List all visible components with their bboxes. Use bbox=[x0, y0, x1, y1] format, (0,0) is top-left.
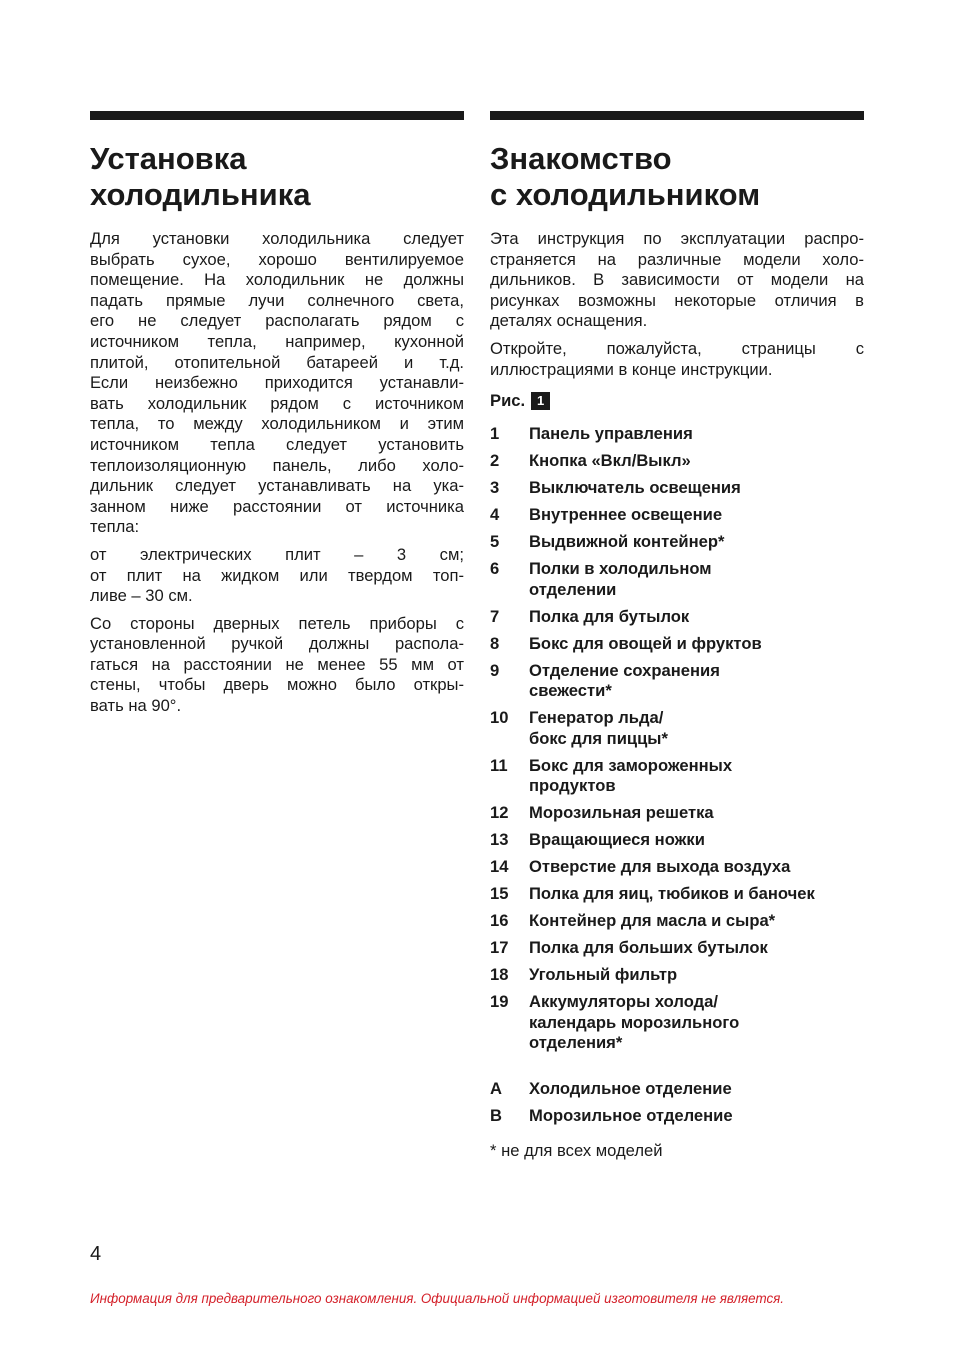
text-line: рисунках возможны некоторые отличия в bbox=[490, 290, 864, 310]
text-line: Если неизбежно приходится устанавли- bbox=[90, 373, 464, 393]
item-number: B bbox=[490, 1106, 502, 1126]
item-label bbox=[529, 661, 720, 702]
installation-heading bbox=[90, 141, 464, 213]
item-label bbox=[529, 965, 677, 986]
label-line: отделении bbox=[529, 579, 617, 599]
label-line: Угольный фильтр bbox=[529, 965, 678, 985]
page-number: 4 bbox=[90, 1243, 102, 1265]
label-line: свежести* bbox=[529, 681, 612, 701]
installation-text bbox=[90, 229, 464, 717]
item-number: 12 bbox=[490, 803, 509, 823]
heading-line: с холодильником bbox=[490, 177, 761, 212]
part-item bbox=[490, 803, 864, 824]
label-line: Вращающиеся ножки bbox=[529, 830, 705, 850]
paragraph bbox=[90, 545, 464, 607]
item-label bbox=[529, 607, 689, 628]
item-number: 11 bbox=[490, 755, 508, 775]
item-label bbox=[529, 803, 714, 824]
item-label bbox=[529, 708, 668, 749]
text-line: ливе – 30 см. bbox=[90, 586, 193, 606]
part-item bbox=[490, 992, 864, 1054]
left-column bbox=[90, 111, 464, 724]
item-label bbox=[529, 830, 705, 851]
text-line: деталях оснащения. bbox=[490, 311, 648, 331]
text-line: вать холодильник рядом с источником bbox=[90, 393, 464, 413]
part-item bbox=[490, 830, 864, 851]
text-line: тепла: bbox=[90, 517, 140, 537]
item-label bbox=[529, 1079, 732, 1100]
section-rule bbox=[90, 111, 464, 120]
part-item bbox=[490, 911, 864, 932]
text-line: страняется на различные модели холо- bbox=[490, 249, 864, 269]
item-label bbox=[529, 756, 732, 797]
label-line: Полка для бутылок bbox=[529, 606, 690, 626]
heading-line: холодильника bbox=[90, 177, 311, 212]
text-line: занном ниже расстоянии от источника bbox=[90, 496, 464, 516]
label-line: Полки в холодильном bbox=[529, 559, 712, 579]
label-line: календарь морозильного bbox=[529, 1012, 740, 1032]
text-line: выбрать сухое, хорошо вентилируемое bbox=[90, 249, 464, 269]
item-label bbox=[529, 424, 693, 445]
part-item bbox=[490, 532, 864, 553]
label-line: бокс для пиццы* bbox=[529, 728, 668, 748]
item-label bbox=[529, 634, 762, 655]
text-line: установленной ручкой должны распола- bbox=[90, 634, 464, 654]
disclaimer-note: Информация для предварительного ознакомления. Официальной информацией изготовителя не является. bbox=[90, 1291, 785, 1306]
label-line: Панель управления bbox=[529, 424, 693, 444]
text-line: плитой, отопительной батареей и т.д. bbox=[90, 352, 464, 372]
label-line: Полка для яиц, тюбиков и баночек bbox=[529, 884, 815, 904]
item-label bbox=[529, 559, 712, 600]
heading-line: Знакомство bbox=[490, 141, 672, 176]
item-label bbox=[529, 884, 815, 905]
parts-list bbox=[490, 424, 864, 1054]
figure-number-badge: 1 bbox=[531, 392, 550, 410]
text-line: стены, чтобы дверь можно было откры- bbox=[90, 675, 464, 695]
label-line: Выключатель освещения bbox=[529, 478, 741, 498]
item-number: 1 bbox=[490, 424, 500, 444]
label-line: Бокс для замороженных bbox=[529, 755, 733, 775]
part-item bbox=[490, 884, 864, 905]
text-line: теплоизоляционную панель, либо холо- bbox=[90, 455, 464, 475]
section-rule bbox=[490, 111, 864, 120]
text-line: иллюстрациями в конце инструкции. bbox=[490, 359, 773, 379]
compartment-item bbox=[490, 1079, 864, 1100]
label-line: отделения* bbox=[529, 1033, 623, 1053]
label-line: Аккумуляторы холода/ bbox=[529, 992, 719, 1012]
text-line: падать прямые лучи солнечного света, bbox=[90, 290, 464, 310]
paragraph bbox=[90, 614, 464, 717]
item-number: 19 bbox=[490, 992, 509, 1012]
label-line: Полка для больших бутылок bbox=[529, 938, 768, 958]
item-number: 7 bbox=[490, 606, 500, 626]
text-line: источником тепла, например, кухонной bbox=[90, 331, 464, 351]
text-line: вать на 90°. bbox=[90, 696, 182, 716]
item-label bbox=[529, 1106, 733, 1127]
overview-text bbox=[490, 229, 864, 380]
text-line: тепла, то между холодильником и этим bbox=[90, 414, 464, 434]
label-line: Кнопка «Вкл/Выкл» bbox=[529, 451, 691, 471]
paragraph bbox=[490, 339, 864, 380]
part-item bbox=[490, 965, 864, 986]
compartment-item bbox=[490, 1106, 864, 1127]
part-item bbox=[490, 478, 864, 499]
footnote: * не для всех моделей bbox=[490, 1140, 663, 1160]
part-item bbox=[490, 661, 864, 702]
text-line: дильник следует устанавливать на ука- bbox=[90, 476, 464, 496]
label-line: Генератор льда/ bbox=[529, 708, 664, 728]
part-item bbox=[490, 634, 864, 655]
text-line: Для установки холодильника следует bbox=[90, 229, 464, 248]
heading-line: Установка bbox=[90, 141, 247, 176]
paragraph bbox=[90, 229, 464, 538]
figure-label: Рис. bbox=[490, 391, 526, 411]
item-number: 6 bbox=[490, 559, 500, 579]
item-label bbox=[529, 992, 739, 1054]
part-item bbox=[490, 708, 864, 749]
part-item bbox=[490, 559, 864, 600]
overview-heading bbox=[490, 141, 864, 213]
part-item bbox=[490, 756, 864, 797]
label-line: Морозильное отделение bbox=[529, 1106, 733, 1126]
part-item bbox=[490, 451, 864, 472]
text-line: Со стороны дверных петель приборы с bbox=[90, 613, 464, 633]
item-number: 2 bbox=[490, 451, 500, 471]
label-line: Выдвижной контейнер* bbox=[529, 532, 725, 552]
item-label bbox=[529, 532, 724, 553]
item-number: 15 bbox=[490, 884, 509, 904]
part-item bbox=[490, 938, 864, 959]
item-label bbox=[529, 857, 790, 878]
item-number: 17 bbox=[490, 938, 509, 958]
text-line: Откройте, пожалуйста, страницы с bbox=[490, 338, 864, 358]
item-label bbox=[529, 451, 691, 472]
part-item bbox=[490, 505, 864, 526]
text-line: Эта инструкция по эксплуатации распро- bbox=[490, 229, 864, 248]
label-line: Бокс для овощей и фруктов bbox=[529, 633, 762, 653]
text-line: гаться на расстоянии не менее 55 мм от bbox=[90, 654, 464, 674]
label-line: Морозильная решетка bbox=[529, 803, 714, 823]
label-line: Отверстие для выхода воздуха bbox=[529, 857, 791, 877]
item-number: 9 bbox=[490, 660, 500, 680]
item-number: 3 bbox=[490, 478, 500, 498]
text-line: источником тепла следует установить bbox=[90, 434, 464, 454]
label-line: Холодильное отделение bbox=[529, 1079, 732, 1099]
text-line: от плит на жидком или твердом топ- bbox=[90, 565, 464, 585]
text-line: его не следует располагать рядом с bbox=[90, 311, 464, 331]
item-number: 4 bbox=[490, 505, 500, 525]
item-number: 10 bbox=[490, 708, 509, 728]
right-column bbox=[490, 111, 864, 1161]
item-label bbox=[529, 938, 768, 959]
figure-reference bbox=[490, 391, 864, 411]
item-number: 5 bbox=[490, 532, 500, 552]
label-line: продуктов bbox=[529, 776, 616, 796]
item-number: 13 bbox=[490, 830, 509, 850]
text-line: дильников. В зависимости от модели на bbox=[490, 270, 864, 290]
part-item bbox=[490, 424, 864, 445]
compartments-list bbox=[490, 1079, 864, 1127]
item-number: 18 bbox=[490, 965, 509, 985]
item-number: 14 bbox=[490, 857, 509, 877]
item-number: A bbox=[490, 1079, 502, 1099]
part-item bbox=[490, 857, 864, 878]
text-line: от электрических плит – 3 см; bbox=[90, 544, 464, 564]
text-line: помещение. На холодильник не должны bbox=[90, 270, 464, 290]
paragraph bbox=[490, 229, 864, 332]
item-label bbox=[529, 505, 722, 526]
item-number: 16 bbox=[490, 911, 509, 931]
item-label bbox=[529, 478, 741, 499]
part-item bbox=[490, 607, 864, 628]
label-line: Контейнер для масла и сыра* bbox=[529, 911, 776, 931]
label-line: Внутреннее освещение bbox=[529, 505, 723, 525]
label-line: Отделение сохранения bbox=[529, 660, 720, 680]
item-label bbox=[529, 911, 775, 932]
item-number: 8 bbox=[490, 633, 500, 653]
